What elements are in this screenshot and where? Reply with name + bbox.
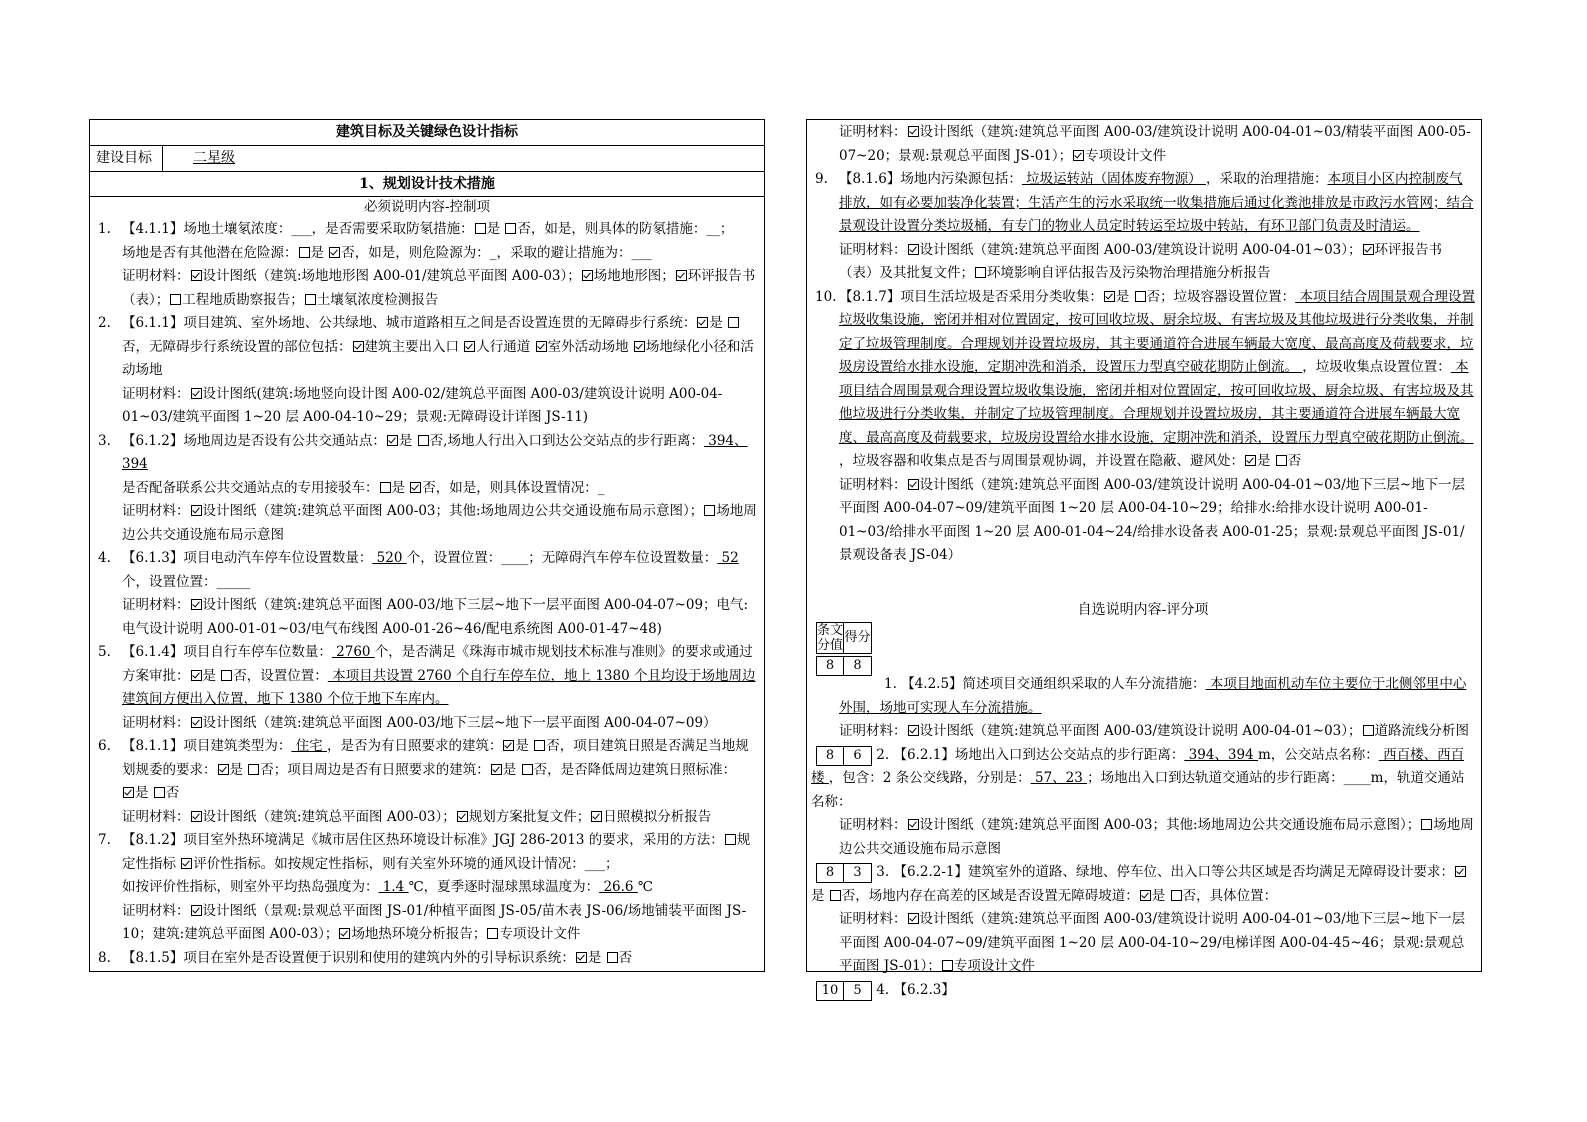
item-9: 9. 【8.1.6】场地内污染源包括： 垃圾运转站（固体废弃物源） ，采取的治理措施：本项目小区内控制废气排放，如有必要加装净化装置；生活产生的污水采取统一收集措施后通过化粪池排放是市政污水管网；结合景观设计设置分类垃圾桶，有专门的物业人员定时转运至垃圾中转站，有环卫部门负责及时清运。 xyxy=(815,171,1474,234)
evidence-s3: 证明材料： 设计图纸（建筑:建筑总平面图 A00-03/建筑设计说明 A00-04-01~03/地下三层~地下一层平面图 A00-04-07~09/建筑平面图 1~20 层 A00-04-10~29/电梯详图 A00-04-45~46；景观:景观总平面图 JS-01）； 专项设计文件 xyxy=(839,911,1466,974)
checkbox-checked[interactable] xyxy=(908,819,919,830)
checkbox-checked[interactable] xyxy=(634,341,645,352)
checkbox-unchecked[interactable] xyxy=(725,834,736,845)
checkbox-unchecked[interactable] xyxy=(299,247,310,258)
score-value: 8 xyxy=(816,863,844,883)
score-col-b: 得分 xyxy=(844,622,872,654)
checkbox-checked[interactable] xyxy=(591,811,602,822)
right-page xyxy=(806,119,1482,998)
checkbox-unchecked[interactable] xyxy=(1276,455,1287,466)
checkbox-unchecked[interactable] xyxy=(475,223,486,234)
checkbox-checked[interactable] xyxy=(1104,291,1115,302)
evidence-2: 证明材料： 设计图纸(建筑:场地竖向设计图 A00-02/建筑总平面图 A00-03/建筑设计说明 A00-04-01~03/建筑平面图 1~20 层 A00-04-10~29；景观:无障碍设计详图 JS-11) xyxy=(122,385,723,425)
checkbox-checked[interactable] xyxy=(410,482,421,493)
checkbox-unchecked[interactable] xyxy=(607,952,618,963)
goal-value[interactable]: 二星级 xyxy=(193,150,235,166)
checkbox-checked[interactable] xyxy=(582,270,593,281)
checkbox-checked[interactable] xyxy=(908,913,919,924)
checkbox-unchecked[interactable] xyxy=(170,294,181,305)
checkbox-unchecked[interactable] xyxy=(830,890,841,901)
checkbox-checked[interactable] xyxy=(1073,150,1084,161)
checkbox-checked[interactable] xyxy=(1245,455,1256,466)
checkbox-unchecked[interactable] xyxy=(1363,725,1374,736)
checkbox-unchecked[interactable] xyxy=(221,670,232,681)
item-s1: 1. 【4.2.5】简述项目交通组织采取的人车分流措施： 本项目地面机动车位主要位于北侧邻里中心外围，场地可实现人车分流措施。 xyxy=(839,676,1467,716)
evidence-4: 证明材料： 设计图纸（建筑:建筑总平面图 A00-03/地下三层~地下一层平面图 A00-04-07~09；电气:电气设计说明 A00-01-01~03/电气布线图 A00-01-26~46/配电系统图 A00-01-47~48) xyxy=(122,597,749,637)
score-value: 8 xyxy=(816,746,844,766)
goal-label: 建设目标 xyxy=(90,146,163,171)
evidence-s2: 证明材料： 设计图纸（建筑:建筑总平面图 A00-03；其他:场地周边公共交通设施布局示意图）； 场地周边公共交通设施布局示意图 xyxy=(839,817,1474,857)
checkbox-unchecked[interactable] xyxy=(975,267,986,278)
checkbox-checked[interactable] xyxy=(191,670,202,681)
checkbox-checked[interactable] xyxy=(908,126,919,137)
left-page xyxy=(89,119,765,972)
checkbox-unchecked[interactable] xyxy=(522,764,533,775)
checkbox-checked[interactable] xyxy=(181,858,192,869)
item-s2: 8 6 2. 【6.2.1】场地出入口到达公交站点的步行距离： 394、394 m，公交站点名称： 西百楼、西百楼 ，包含：2 条公交线路，分别是： 57、23 ；场地出入口到达轨道交通站的步行距离：____m，轨道交通站名称： xyxy=(811,746,1465,810)
checkbox-checked[interactable] xyxy=(576,952,587,963)
checkbox-checked[interactable] xyxy=(339,928,350,939)
checkbox-checked[interactable] xyxy=(457,811,468,822)
checkbox-checked[interactable] xyxy=(191,599,202,610)
item-10: 10. 【8.1.7】项目生活垃圾是否采用分类收集： 是 否；垃圾容器设置位置： 本项目结合周围景观合理设置垃圾收集设施，密闭并相对位置固定，按可回收垃圾、厨余垃圾、有害垃圾及其他垃圾进行分类收集，并制定了垃圾管理制度。合理规划并设置垃圾房，其主要通道符合进展车辆最大宽度、最高高度及荷载要求，垃圾房设置给水排水设施，定期冲洗和消杀，设置压力型真空破花期防止倒流。 ，垃圾收集点设置位置： 本项目结合周围景观合理设置垃圾收集设施，密闭并相对位置固定，按可回收垃圾、厨余垃圾、有害垃圾及其他垃圾进行分类收集，并制定了垃圾管理制度。合理规划并设置垃圾房，其主要通道符合进展车辆最大宽度、最高高度及荷载要求，垃圾房设置给水排水设施，定期冲洗和消杀，设置压力型真空破花期防止倒流。 ，垃圾容器和收集点是否与周围景观协调，并设置在隐蔽、避风处： 是 否 xyxy=(815,288,1475,469)
checkbox-unchecked[interactable] xyxy=(154,787,165,798)
doc-title: 建筑目标及关键绿色设计指标 xyxy=(90,120,764,146)
score-earned[interactable]: 5 xyxy=(844,981,872,1001)
checkbox-checked[interactable] xyxy=(191,505,202,516)
checkbox-unchecked[interactable] xyxy=(1135,291,1146,302)
checkbox-unchecked[interactable] xyxy=(305,294,316,305)
checkbox-checked[interactable] xyxy=(329,247,340,258)
section-title: 1、规划设计技术措施 xyxy=(90,172,764,197)
evidence-10: 证明材料： 设计图纸（建筑:建筑总平面图 A00-03/建筑设计说明 A00-04-01~03/地下三层~地下一层平面图 A00-04-07~09/建筑平面图 1~20 层 A00-04-10~29；给排水:给排水设计说明 A00-01-01~03/给排水平面图 1~20 层 A00-01-04~24/给排水设备表 A00-01-25；景观:景观总平面图 JS-01/景观设备表 JS-04） xyxy=(839,476,1466,563)
score-earned[interactable]: 3 xyxy=(844,863,872,883)
checkbox-checked[interactable] xyxy=(503,740,514,751)
item-7: 7. 【8.1.2】项目室外热环境满足《城市居住区热环境设计标准》JGJ 286-2013 的要求，采用的方法： 规定性指标 评价性指标。如按规定性指标，则有关室外环境的通风设计情况：___； 如按评价性指标，则室外平均热岛强度为： 1.4 ℃，夏季逐时湿球黑球温度为： 26.6 ℃ xyxy=(98,832,751,895)
item-2: 2. 【6.1.1】项目建筑、室外场地、公共绿地、城市道路相互之间是否设置连贯的无障碍步行系统： 是 否，无障碍步行系统设置的部位包括： 建筑主要出入口 人行通道 室外活动场地 场地绿化小径和活动场地 xyxy=(98,315,754,378)
checkbox-unchecked[interactable] xyxy=(418,435,429,446)
checkbox-unchecked[interactable] xyxy=(1171,890,1182,901)
score-earned[interactable]: 8 xyxy=(844,656,872,676)
optional-heading: 自选说明内容-评分项 xyxy=(1077,601,1209,618)
checkbox-checked[interactable] xyxy=(908,479,919,490)
evidence-3: 证明材料： 设计图纸（建筑:建筑总平面图 A00-03；其他:场地周边公共交通设施布局示意图）； 场地周边公共交通设施布局示意图 xyxy=(122,503,757,543)
checkbox-unchecked[interactable] xyxy=(704,505,715,516)
checkbox-checked[interactable] xyxy=(1455,866,1466,877)
checkbox-checked[interactable] xyxy=(908,244,919,255)
score-col-a: 条文分值 xyxy=(817,622,844,653)
item-8: 8. 【8.1.5】项目在室外是否设置便于识别和使用的建筑内外的引导标识系统： 是 否 xyxy=(98,949,633,966)
checkbox-unchecked[interactable] xyxy=(487,928,498,939)
item-4: 4. 【6.1.3】项目电动汽车停车位设置数量： 520 个，设置位置：____；无障碍汽车停车位设置数量： 52 个，设置位置：_____ xyxy=(98,550,739,590)
checkbox-checked[interactable] xyxy=(1363,244,1374,255)
checkbox-unchecked[interactable] xyxy=(534,740,545,751)
checkbox-checked[interactable] xyxy=(908,725,919,736)
checkbox-checked[interactable] xyxy=(491,764,502,775)
score-earned[interactable]: 6 xyxy=(844,746,872,766)
checkbox-checked[interactable] xyxy=(191,811,202,822)
checkbox-checked[interactable] xyxy=(218,764,229,775)
checkbox-unchecked[interactable] xyxy=(380,482,391,493)
checkbox-unchecked[interactable] xyxy=(505,223,516,234)
evidence-s1: 证明材料： 设计图纸（建筑:建筑总平面图 A00-03/建筑设计说明 A00-04-01~03）； 道路流线分析图 xyxy=(839,723,1469,739)
checkbox-unchecked[interactable] xyxy=(248,764,259,775)
checkbox-checked[interactable] xyxy=(123,787,134,798)
checkbox-unchecked[interactable] xyxy=(1421,819,1432,830)
item-6: 6. 【8.1.1】项目建筑类型为： 住宅 ，是否为有日照要求的建筑： 是 否，项目建筑日照是否满足当地规划规委的要求： 是 否；项目周边是否有日照要求的建筑： 是 否，是否降低周边建筑日照标准： 是 否 xyxy=(98,738,749,801)
checkbox-checked[interactable] xyxy=(191,905,202,916)
checkbox-checked[interactable] xyxy=(536,341,547,352)
item-s4: 10 5 4. 【6.2.3】 xyxy=(811,979,1475,1003)
evidence-9: 证明材料： 设计图纸（建筑:建筑总平面图 A00-03/建筑设计说明 A00-04-01~03）； 环评报告书（表）及其批复文件； 环境影响自评估报告及污染物治理措施分析报告 xyxy=(839,241,1442,281)
item-3: 3. 【6.1.2】场地周边是否设有公共交通站点： 是 否,场地人行出入口到达公交站点的步行距离： 394、394 是否配备联系公共交通站点的专用接驳车： 是 否，如是，则具体设置情况：_ xyxy=(98,432,748,496)
checkbox-unchecked[interactable] xyxy=(942,960,953,971)
goal-row xyxy=(90,146,764,172)
evidence-5: 证明材料： 设计图纸（建筑:建筑总平面图 A00-03/地下三层~地下一层平面图 A00-04-07~09） xyxy=(122,714,717,731)
checkbox-checked[interactable] xyxy=(353,341,364,352)
checkbox-checked[interactable] xyxy=(387,435,398,446)
checkbox-checked[interactable] xyxy=(191,388,202,399)
score-header xyxy=(816,622,1475,654)
evidence-6: 证明材料： 设计图纸（建筑:建筑总平面图 A00-03）； 规划方案批复文件； 日照模拟分析报告 xyxy=(122,808,712,825)
score-value: 10 xyxy=(816,981,844,1001)
checkbox-checked[interactable] xyxy=(697,317,708,328)
evidence-1: 证明材料： 设计图纸（建筑:场地地形图 A00-01/建筑总平面图 A00-03）； 场地地形图； 环评报告书（表）； 工程地质勘察报告； 土壤氡浓度检测报告 xyxy=(122,268,756,308)
checkbox-checked[interactable] xyxy=(191,717,202,728)
item-s3: 8 3 3. 【6.2.2-1】建筑室外的道路、绿地、停车位、出入口等公共区域是否均满足无障碍设计要求：是 否，场地内存在高差的区域是否设置无障碍坡道： 是 否，具体位置： xyxy=(811,861,1475,908)
mandatory-heading: 必须说明内容-控制项 xyxy=(363,199,491,215)
evidence-7: 证明材料： 设计图纸（景观:景观总平面图 JS-01/种植平面图 JS-05/苗木表 JS-06/场地铺装平面图 JS-10；建筑:建筑总平面图 A00-03）； 场地热环境分析报告； 专项设计文件 xyxy=(122,902,747,942)
evidence-8: 证明材料： 设计图纸（建筑:建筑总平面图 A00-03/建筑设计说明 A00-04-01~03/精装平面图 A00-05-07~20；景观:景观总平面图 JS-01）； 专项设计文件 xyxy=(839,124,1471,164)
checkbox-checked[interactable] xyxy=(464,341,475,352)
score-value: 8 xyxy=(816,656,844,676)
checkbox-checked[interactable] xyxy=(1140,890,1151,901)
item-1: 1. 【4.1.1】场地土壤氡浓度：___，是否需要采取防氡措施： 是 否，如是，则具体的防氡措施：__； 场地是否有其他潜在危险源： 是 否，如是，则危险源为：_，采取的避让措施为：___ xyxy=(98,221,734,261)
checkbox-checked[interactable] xyxy=(676,270,687,281)
checkbox-checked[interactable] xyxy=(191,270,202,281)
item-5: 5. 【6.1.4】项目自行车停车位数量： 2760 个，是否满足《珠海市城市规划技术标准与准则》的要求或通过方案审批： 是 否，设置位置： 本项目共设置 2760 个自行车停车位，地上 1380 个且均设于场地周边建筑间方便出入位置，地下 1380 个位于地下车库内。 xyxy=(98,644,756,707)
checkbox-unchecked[interactable] xyxy=(728,317,739,328)
